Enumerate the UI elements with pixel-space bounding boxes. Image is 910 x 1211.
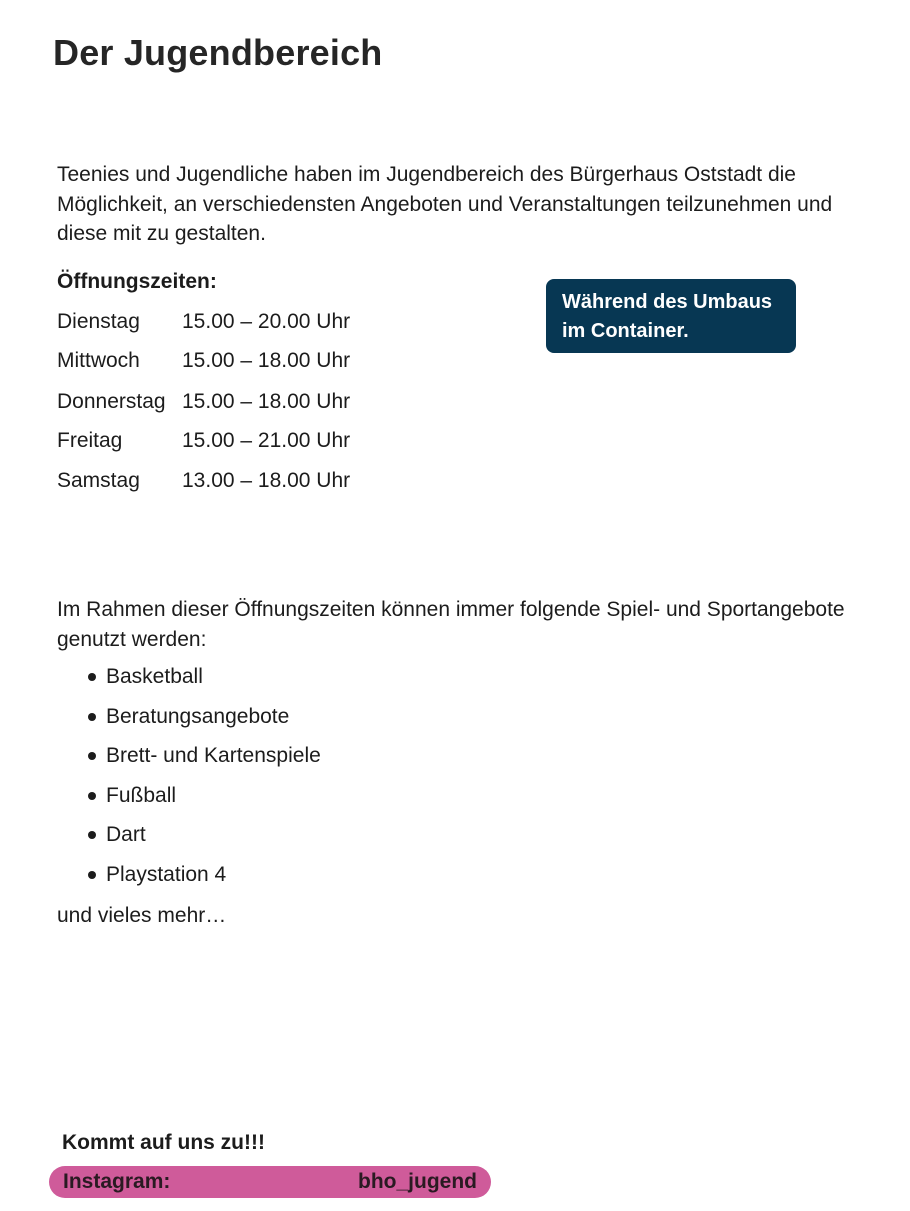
notice-line-2: im Container. xyxy=(562,320,689,342)
list-item xyxy=(88,821,321,849)
bullet-icon xyxy=(88,831,96,839)
instagram-bar[interactable] xyxy=(49,1166,491,1198)
hours-time: 13.00 – 18.00 Uhr xyxy=(182,469,351,492)
offers-intro: Im Rahmen dieser Öffnungszeiten können immer folgende Spiel- und Sportangebote genutzt werden: xyxy=(57,598,845,651)
offer-label: Brett- und Kartenspiele xyxy=(106,744,321,767)
offers-more-text: und vieles mehr… xyxy=(57,904,227,927)
hours-time: 15.00 – 21.00 Uhr xyxy=(182,429,351,452)
bullet-icon xyxy=(88,713,96,721)
hours-day: Freitag xyxy=(57,429,123,452)
offer-label: Beratungsangebote xyxy=(106,704,290,728)
offer-label: Fußball xyxy=(106,783,177,807)
page-title: Der Jugendbereich xyxy=(53,32,383,73)
hours-row xyxy=(57,467,387,495)
instagram-label: Instagram: xyxy=(63,1170,171,1193)
call-to-action: Kommt auf uns zu!!! xyxy=(62,1131,265,1154)
offer-label: Playstation 4 xyxy=(106,862,227,886)
offer-label: Basketball xyxy=(106,665,203,688)
intro-paragraph: Teenies und Jugendliche haben im Jugendbereich des Bürgerhaus Oststadt die Möglichkeit, an verschiedensten Angeboten und Veranstaltungen teilzunehmen und diese mit zu gestalten. xyxy=(57,163,833,245)
bullet-icon xyxy=(88,871,96,879)
hours-day: Donnerstag xyxy=(57,390,166,413)
bullet-icon xyxy=(88,752,96,760)
opening-hours-list xyxy=(57,308,387,495)
hours-day: Dienstag xyxy=(57,310,140,333)
hours-row xyxy=(57,427,387,455)
container-notice-box xyxy=(546,279,796,353)
offer-label: Dart xyxy=(106,823,146,846)
notice-line-1: Während des Umbaus xyxy=(562,291,773,313)
hours-row xyxy=(57,347,387,375)
opening-hours-heading: Öffnungszeiten: xyxy=(57,270,217,293)
list-item xyxy=(88,742,321,770)
hours-time: 15.00 – 18.00 Uhr xyxy=(182,349,351,372)
hours-time: 15.00 – 20.00 Uhr xyxy=(182,310,351,333)
list-item xyxy=(88,703,321,731)
offers-list xyxy=(88,663,321,889)
list-item xyxy=(88,782,321,810)
hours-day: Samstag xyxy=(57,469,140,492)
bullet-icon xyxy=(88,792,96,800)
list-item xyxy=(88,861,321,889)
hours-row xyxy=(57,308,387,336)
bullet-icon xyxy=(88,673,96,681)
hours-day: Mittwoch xyxy=(57,349,140,372)
hours-time: 15.00 – 18.00 Uhr xyxy=(182,390,351,413)
list-item xyxy=(88,663,321,691)
instagram-handle[interactable]: bho_jugend xyxy=(358,1170,477,1193)
hours-row xyxy=(57,388,387,416)
